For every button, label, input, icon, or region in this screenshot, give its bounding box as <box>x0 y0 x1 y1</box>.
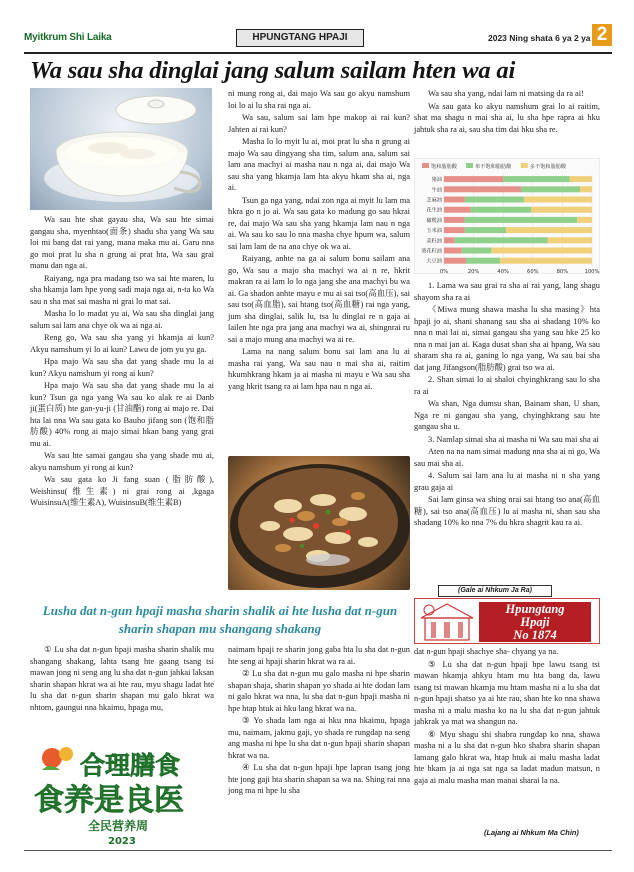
graphic-line-3: 全民营养周 <box>88 819 149 833</box>
category-label: 橄榄油 <box>426 217 442 224</box>
article-column-2 <box>228 88 410 393</box>
bar-segment <box>465 197 524 203</box>
logo-line-2: Hpaji <box>520 615 550 629</box>
bar-segment <box>444 227 465 233</box>
bar-segment <box>444 248 462 254</box>
category-label: 葵花籽油 <box>421 248 442 255</box>
bar-segment <box>521 186 580 192</box>
paragraph: ② Lu sha dat n-gun mu galo masha ni hpe sharin shapan shaja, sharin shapan yo shada ai hte dodan lam ni galo hkrat wa nna, lu sha dat n-gun hpaji masha ni hpe htap htuk ai hku lang hkrat wa na. <box>228 669 410 713</box>
logo-title <box>479 602 591 642</box>
issue-date: 2023 Ning shata 6 ya 2 ya <box>488 33 591 43</box>
bar-segment <box>503 176 570 182</box>
paragraph: dat n-gun hpaji shachye sha- chyang ya na. <box>414 647 559 656</box>
paragraph: Wa sau gata ko Ji fang suan (脂肪酸), Weishinsu(维生素) ni grai rong ai ,kgaga WuisinsuA(维生素A), WuisinsuB(维生素B) <box>30 475 214 507</box>
bar-segment <box>444 197 465 203</box>
paragraph: ⑤ Lu sha dat n-gun hpaji hpe lawu tsang tsi mawan hkamja ahkyu htam mu hta bang da, lawu tsang tsi mawan hkamja mu htam masha ni a lu sha dat n-gun hpaji shatso ya ai hte rau, shan hte ko nna shawa masha ni a malu masha ko na lu sha dat n-gun jahtuk jahkrak ya mat wa shangun na. <box>414 659 600 726</box>
paragraph: Aten na na nam simai madung nna sha ai ni go, Wa sau mai sha ai. <box>414 447 600 468</box>
legend-swatch <box>466 163 473 168</box>
paragraph: 2. Shan simai lo ai shaloi chyinghkrang sau lo sha ra ai <box>414 375 600 396</box>
lower-column-3 <box>414 646 600 787</box>
bar-segment <box>577 217 592 223</box>
bar-segment <box>524 197 592 203</box>
article-column-3-tips <box>414 280 600 530</box>
category-label: 牛油 <box>431 187 442 194</box>
paragraph: Wa sau hte samai gangau sha yang shade mu ai, akyu namshum yi rong ai kun? <box>30 451 214 472</box>
paragraph: 1. Lama wa sau grai ra sha ai rai yang, lang shagu shayom sha ra ai <box>414 281 600 302</box>
bar-segment <box>491 248 592 254</box>
article-column-1 <box>30 214 214 510</box>
x-tick-label: 100% <box>584 268 600 274</box>
paragraph: Hpa majo Wa sau sha dat yang shade mu la ai kun? Akyu namshum yi rong ai kun? <box>30 357 214 378</box>
section-subheading: Lusha dat n-gun hpaji masha sharin shalik ai hte lusha dat n-gun sharin shapan mu shangang shakang <box>42 603 398 636</box>
bar-segment <box>580 186 592 192</box>
bar-segment <box>444 186 521 192</box>
temple-icon <box>417 600 477 644</box>
category-label: 猪油 <box>431 177 442 184</box>
category-label: 大豆油 <box>426 258 442 265</box>
bar-segment <box>444 217 465 223</box>
x-tick-label: 80% <box>556 268 569 274</box>
paragraph: Wa sau, salum sai lam hpe makop ai rai kun? Jahten ai rai kun? <box>228 113 410 134</box>
category-label: 花生油 <box>426 207 442 214</box>
bar-segment <box>444 258 466 264</box>
author-credit-2: (Lajang ai Nhkum Ma Chin) <box>484 828 579 837</box>
paragraph: Wa sau hte shat gayau sha, Wa sau hte simai gangau sha, myenhtao(面条) shadu sha yang Wa sau loi mi bang dat rai yang, mana maka mu ai. Garu nna go moi prat lu sha n grung ai prat hta, Wa sau grai manu dan nga ai. <box>30 215 214 270</box>
x-tick-label: 20% <box>467 268 480 274</box>
paragraph: Reng go, Wa sau sha yang yi hkamja ai kun? Akyu namshum yi lo ai kun? Lawu de jom yu yu ga. <box>30 333 214 354</box>
legend-swatch <box>422 163 429 168</box>
paragraph: Raiyang, nga pra madang tso wa sai hte maren, lu sha hkamja lam hpe yong sadi maja nga ai, n-ta ko Wa sau n sha mat sai masha ni grai lo mat sai. <box>30 273 214 306</box>
legend-label: 多不饱和脂肪酸 <box>529 164 567 170</box>
page-header <box>24 24 612 50</box>
bar-segment <box>466 258 500 264</box>
article-title: Wa sau sha dinglai jang salum sailam hten wa ai <box>30 57 516 84</box>
logo-line-1: Hpungtang <box>505 602 565 616</box>
paragraph: 3. Namlap simai sha ai masha ni Wa sau mai sha ai <box>428 434 599 444</box>
paragraph: ③ Yo shada lam nga ai hku nna hkaimu, hpaga mu, naimam, jakmu gaji, yo shada re rungdap na seng ang masha ni hpe lu sha dat n-gun hpaji sharin shapan hkrat wa na. <box>228 716 410 760</box>
graphic-line-2: 食养是良医 <box>34 783 184 818</box>
paragraph: Hpa majo Wa sau sha dat yang shade mu la ai kun? Tsun ga nga yang Wa sau ko alak re ai Danb ji(蛋白质) hte gan-yu-ji (甘油酯) rong ai majo re. Dai hta lai nna Wa sau gata ko Bauho jifang son (饱和脂肪酸) 40% rong ai majo simai hkan bang yang grai mu ai. <box>30 381 214 448</box>
paragraph: Lama na nang salum bonu sai lam ana lu ai masha rai yang, Wa sau nau n mai sha ai, raitim hkumhkrang hkam ja ai masha ni mayu e Wa sau sha yang hkrit tsang ra ai lam hpa nau n nga ai. <box>228 347 410 391</box>
bar-segment <box>444 237 454 243</box>
lower-column-2 <box>228 644 410 798</box>
newspaper-name: Myitkrum Shi Laika <box>24 32 112 43</box>
author-credit: (Gale ai Nhkum Ja Ra) <box>438 585 552 597</box>
legend-swatch <box>521 163 528 168</box>
paragraph: naimam hpaji re sharin jong gaba hta lu sha dat n-gun hte seng ai hpaji sharin hkrat wa ra ai. <box>228 645 410 666</box>
paragraph: 《Miwa mung shawa masha lu sha masing》hta hpaji jo ai, shani shanang sau sha ai shadang 10% ko nna n mai lai ai, simai gangau sha yang sau hke 25 ko nna n mai jan ai. Kaga dusat shan sha ai hpang, Wa sau sharam sha ra ai, ganing lo nga yang, Wa sau bai sha dat jang Jifangson(脂肪酸) grai tso wa ai. <box>414 305 600 372</box>
x-tick-label: 60% <box>527 268 539 274</box>
bar-segment <box>462 248 492 254</box>
bar-segment <box>500 258 592 264</box>
lard-bowl-photo <box>30 88 212 210</box>
graphic-year: 2023 <box>108 836 136 847</box>
x-tick-label: 0% <box>439 268 449 274</box>
bar-segment <box>465 217 577 223</box>
paragraph: Sai lam ginsa wa shing nrai sai htang tso ana(高血糖), sai tso ana(高血压) lu ai masha ni, shan sau sha shadang 10% ko nna 7% du hkra shagrit kau ra ai. <box>414 495 600 527</box>
bar-segment <box>548 237 592 243</box>
x-tick-label: 40% <box>497 268 509 274</box>
graphic-line-1: 合理膳食 <box>80 751 181 780</box>
paragraph: Masha lo lo myit lu ai, moi prat lu sha n grung ai majo Wa sau dingyang sha tim, salum ana, salum sai lam ana machyi ai masha nau n nga ai, dai majo Wa sau sha yang hkamja lam hta akyu hkam sha ai, nga ai. <box>228 137 410 192</box>
bar-segment <box>454 237 547 243</box>
page-number: 2 <box>592 24 612 46</box>
paragraph: Wa sau sha yang, ndai lam ni matsing da ra ai! <box>428 89 584 98</box>
paragraph: 4. Salum sai lam ana lu ai masha ni n sha yang grau gaja ai <box>414 471 600 492</box>
bar-segment <box>444 207 471 213</box>
legend-label: 单不饱和脂肪酸 <box>475 164 512 170</box>
legend-label: 饱和脂肪酸 <box>431 164 457 170</box>
category-label: 菜籽油 <box>426 238 442 245</box>
lower-column-1 <box>30 644 214 714</box>
stir-fry-pan-photo <box>228 456 410 590</box>
bar-segment <box>570 176 592 182</box>
column-logo <box>414 598 600 644</box>
paragraph: ① Lu sha dat n-gun hpaji masha sharin shalik mu shangang shakang, lahta tsang hte gaang tsang tsi mawan jong ni seng ang lu sha dat n-gun jahkai laksan sharin shapan hkrat wa ai hte rau, myu shagu ladat hte lu sha dat n-gun sharin shapan mu galo hkrat wa nhtom, gaungui nna hkaimu, hpaga mu, <box>30 645 214 712</box>
chart-frame <box>414 158 600 274</box>
bar-segment <box>506 227 592 233</box>
paragraph: Masha lo lo madat yu ai, Wa sau sha dinglai jang salum sai lam ana chye ok wa ai nga ai. <box>30 309 214 330</box>
bar-segment <box>444 176 503 182</box>
paragraph: ni mung rong ai, dai majo Wa sau go akyu namshum loi lo ai lu sha rai nga ai. <box>228 89 410 110</box>
paragraph: Wa sau gata ko akyu namshum grai lo ai raitim, shat ma shagu n mai sha ai, lu sha hpe rapra ai hku jahtuk sha ra ai, sau sha tim dai hku sha re. <box>414 101 600 134</box>
logo-line-3: No 1874 <box>513 628 557 642</box>
bar-segment <box>465 227 506 233</box>
fatty-acid-chart <box>414 158 600 274</box>
bar-segment <box>471 207 532 213</box>
section-label: HPUNGTANG HPAJI <box>236 29 364 47</box>
nutrition-week-graphic <box>30 744 220 848</box>
article-column-3-top <box>414 88 600 136</box>
paragraph: Raiyang, anhte na ga ai salum bonu sailam ana go, Wa sau a majo sha machyi wa ai n re, hkrit makran ra ai lam lo lo nga jang she ana machyi bu wa ai. Ga shadon anhte mayu e mu ai sai tso(高血压), sai sau tso(高血脂), sai htang tso(高血糖) rai nga yang, jum sha dinglai, salik lu, tsa lu dinglai re n gaja ai lailen hte nga pra jang ana machyi wa ai, shingnrai ru sai a majo mung ana machyi wa ai re. <box>228 254 410 344</box>
paragraph: ⑥ Myu shagu shi shabra rungdap ko nna, shawa masha ni a lu sha dat n-gun hko shabra sharin shapan lamang galo hkrat wa, htap htuk ai malu masha ladat hte hkam ja ai nga sat nga sa ladat madun matsun, n gaja ai malu masha man manai sharai la na. <box>414 729 600 785</box>
footer-rule <box>24 850 612 851</box>
paragraph: Wa shan, Nga dumsu shan, Bainam shan, U shan, Nga re ni gangau sha yang, chyinghkrang sau hte gangau sha u. <box>414 399 600 431</box>
category-label: 芝麻油 <box>426 197 442 204</box>
paragraph: ④ Lu sha dat n-gun hpaji hpe lapran tsang jong hte jong gaji hta sharin shapan sa wa na. Shing rai nna jong ma ni hpe lu sha <box>228 763 410 795</box>
category-label: 玉米油 <box>426 228 442 235</box>
chart-canvas <box>414 158 600 274</box>
bar-segment <box>531 207 592 213</box>
paragraph: Tsun ga nga yang, ndai zon nga ai myit lu lam ma hkra go n jo ai. Wa sau gata ko madung go sau hkrai re, dai majo Wa sau sha yang hkamja lam nau n nga ai. Wa sau ko sau lo nna masha chye hpum wa, salum sai lam lam de na ana chye ok wa ai. <box>228 195 410 251</box>
